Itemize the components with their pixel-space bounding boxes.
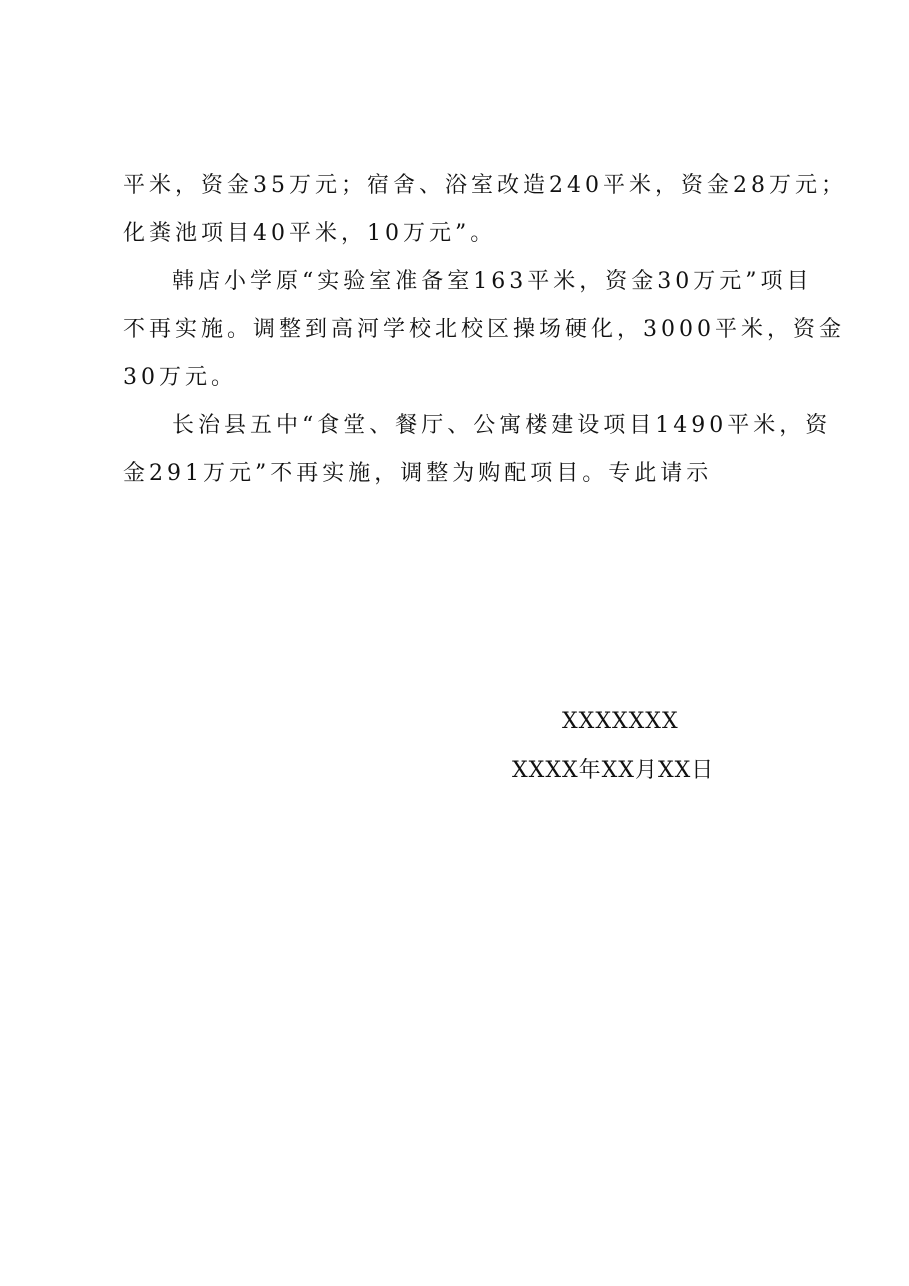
paragraph-3-line-2: 金291万元”不再实施，调整为购配项目。专此请示 xyxy=(123,461,713,486)
paragraph-2-line-1: 韩店小学原“实验室准备室163平米，资金30万元”项目 xyxy=(172,269,813,294)
paragraph-2-line-2: 不再实施。调整到高河学校北校区操场硬化，3000平米，资金 xyxy=(123,317,845,342)
signature-organization: XXXXXXX xyxy=(562,709,679,734)
signature-date: XXXX年XX月XX日 xyxy=(512,758,715,783)
paragraph-2-line-3: 30万元。 xyxy=(123,365,237,390)
paragraph-3-line-1: 长治县五中“食堂、餐厅、公寓楼建设项目1490平米，资 xyxy=(172,413,832,438)
paragraph-1-line-2: 化粪池项目40平米，10万元”。 xyxy=(123,221,497,246)
paragraph-1-line-1: 平米，资金35万元；宿舍、浴室改造240平米，资金28万元； xyxy=(123,173,847,198)
